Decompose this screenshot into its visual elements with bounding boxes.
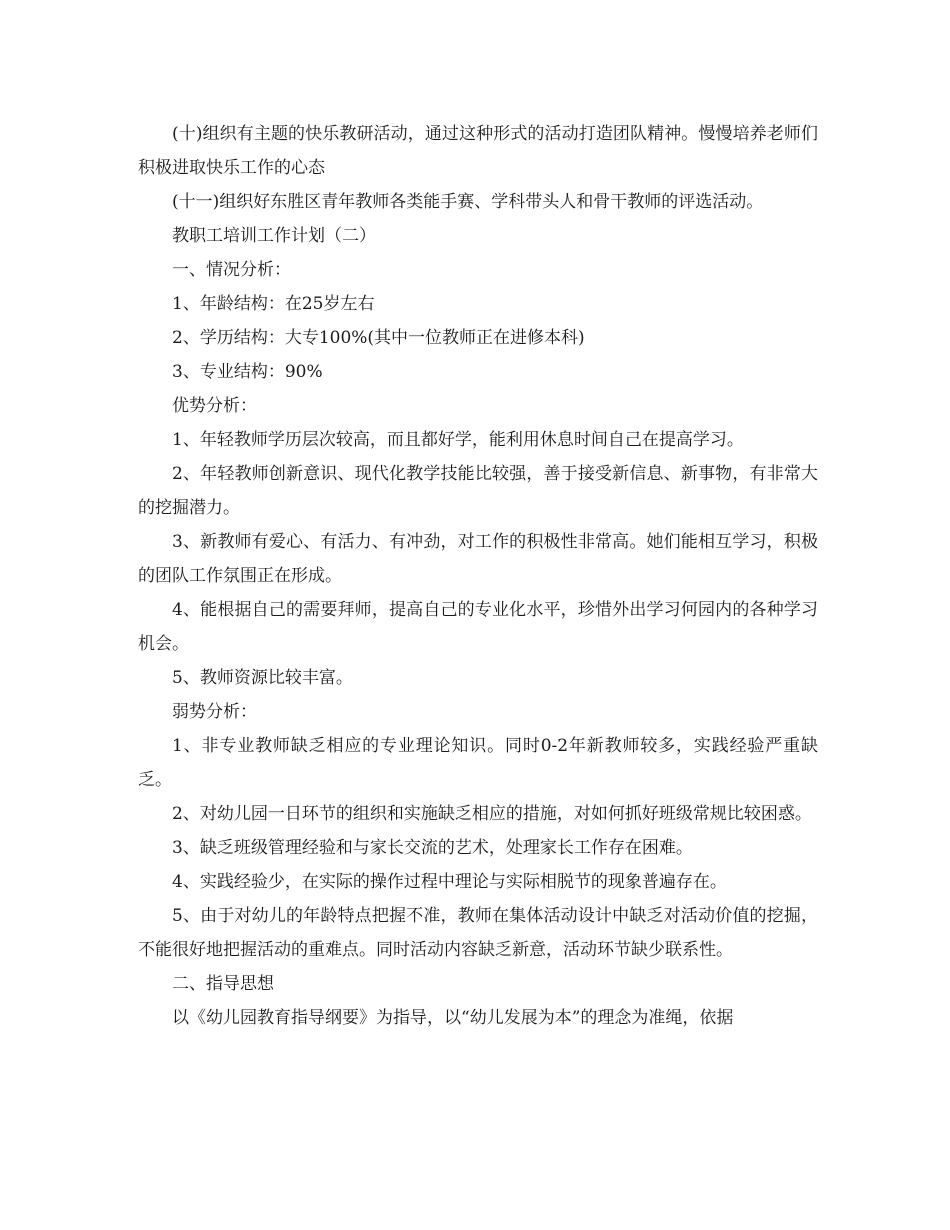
- paragraph-activity-eleven: (十一)组织好东胜区青年教师各类能手赛、学科带头人和骨干教师的评选活动。: [172, 192, 764, 212]
- paragraph-strength-5: 5、教师资源比较丰富。: [172, 668, 353, 688]
- paragraph-education-structure: 2、学历结构：大专100%(其中一位教师正在进修本科): [172, 328, 585, 348]
- heading-strengths: 优势分析：: [172, 396, 257, 416]
- heading-guiding-thought: 二、指导思想: [172, 974, 274, 994]
- paragraph-weakness-3: 3、缺乏班级管理经验和与家长交流的艺术，处理家长工作存在困难。: [172, 838, 693, 858]
- paragraph-strength-1: 1、年轻教师学历层次较高，而且都好学，能利用休息时间自己在提高学习。: [172, 430, 744, 450]
- paragraph-weakness-4: 4、实践经验少，在实际的操作过程中理论与实际相脱节的现象普遍存在。: [172, 872, 727, 892]
- paragraph-weakness-5: 5、由于对幼儿的年龄特点把握不准，教师在集体活动设计中缺乏对活动价值的挖掘，不能很好地把握活动的重难点。同时活动内容缺乏新意，活动环节缺少联系性。: [138, 906, 818, 960]
- document-body: [138, 117, 818, 1035]
- heading-weaknesses: 弱势分析：: [172, 702, 257, 722]
- paragraph-activity-ten: (十)组织有主题的快乐教研活动，通过这种形式的活动打造团队精神。慢慢培养老师们积极进取快乐工作的心态: [138, 124, 818, 178]
- paragraph-major-structure: 3、专业结构：90%: [172, 362, 323, 382]
- paragraph-weakness-2: 2、对幼儿园一日环节的组织和实施缺乏相应的措施，对如何抓好班级常规比较困惑。: [172, 804, 812, 824]
- section-title-plan-two: 教职工培训工作计划（二）: [172, 226, 376, 246]
- paragraph-strength-4: 4、能根据自己的需要拜师，提高自己的专业化水平，珍惜外出学习何园内的各种学习机会。: [138, 600, 818, 654]
- paragraph-age-structure: 1、年龄结构：在25岁左右: [172, 294, 375, 314]
- paragraph-strength-3: 3、新教师有爱心、有活力、有冲劲，对工作的积极性非常高。她们能相互学习，积极的团队工作氛围正在形成。: [138, 532, 818, 586]
- heading-situation-analysis: 一、情况分析：: [172, 260, 291, 280]
- paragraph-guiding-thought: 以《幼儿园教育指导纲要》为指导，以“幼儿发展为本”的理念为准绳，依据: [172, 1008, 734, 1028]
- paragraph-weakness-1: 1、非专业教师缺乏相应的专业理论知识。同时0-2年新教师较多，实践经验严重缺乏。: [138, 736, 818, 790]
- paragraph-strength-2: 2、年轻教师创新意识、现代化教学技能比较强，善于接受新信息、新事物，有非常大的挖掘潜力。: [138, 464, 818, 518]
